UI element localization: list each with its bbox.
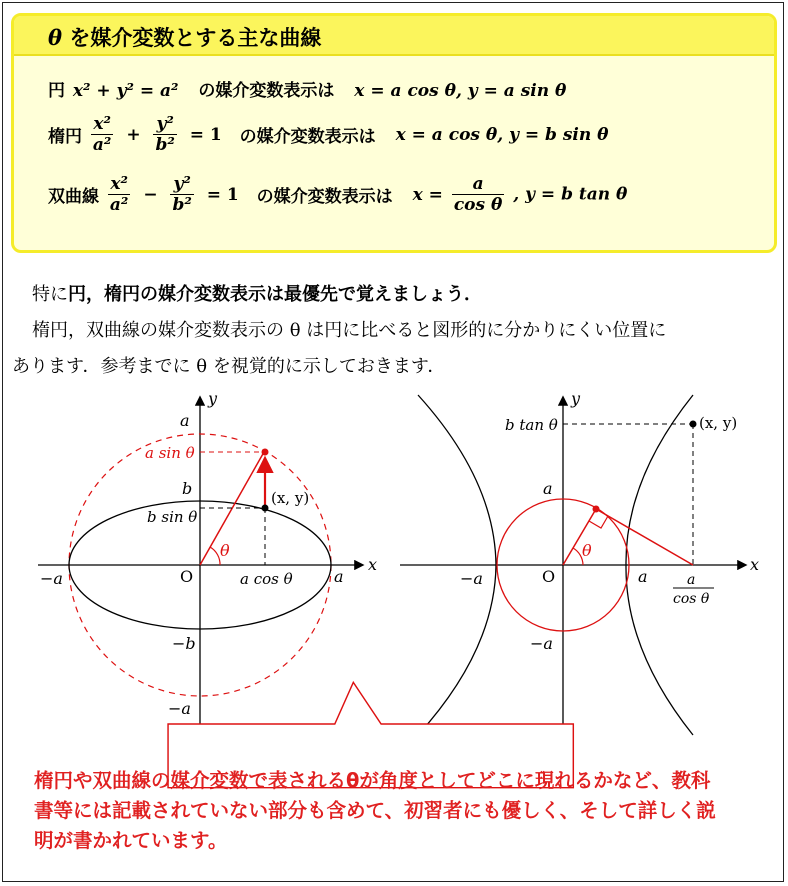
circle-point bbox=[593, 506, 600, 513]
row-hyperbola: 双曲線 $\frac{\text{x²}}{\text{a²}}$ − $\frac{\text{y²}}{\text{b²}}$ = 1 の媒介変数表示は x = $\frac{a}{\text{cos θ}}$ , y = b tan θ bbox=[48, 174, 628, 215]
svg-text:b: b bbox=[182, 479, 193, 498]
svg-text:O: O bbox=[180, 567, 194, 586]
svg-text:a: a bbox=[334, 567, 344, 586]
svg-text:b sin θ: b sin θ bbox=[147, 508, 198, 526]
row-ellipse: 楕円 $\frac{\text{x²}}{\text{a²}}$ + $\frac{\text{y²}}{\text{b²}}$ = 1 の媒介変数表示は x = a cos θ, y = b sin θ bbox=[48, 114, 609, 155]
summary-box bbox=[11, 13, 777, 253]
svg-text:θ: θ bbox=[220, 541, 230, 560]
svg-text:θ: θ bbox=[582, 541, 592, 560]
svg-text:−a: −a bbox=[460, 569, 483, 588]
svg-text:−a: −a bbox=[40, 569, 63, 588]
svg-text:a: a bbox=[638, 567, 648, 586]
summary-box-title: θ を媒介変数とする主な曲線 bbox=[48, 25, 322, 50]
ellipse-point bbox=[262, 505, 269, 512]
svg-text:a: a bbox=[543, 479, 553, 498]
paragraph-2-line-1: 楕円，双曲線の媒介変数表示の θ は円に比べると図形的に分かりにくい位置に bbox=[32, 320, 667, 341]
svg-text:cos θ: cos θ bbox=[673, 591, 710, 607]
svg-text:−a: −a bbox=[530, 634, 553, 653]
svg-text:a cos θ: a cos θ bbox=[240, 570, 293, 588]
right-angle-mark bbox=[589, 516, 608, 528]
svg-text:−a: −a bbox=[168, 699, 191, 718]
paragraph-1: 特に円，楕円の媒介変数表示は最優先で覚えましょう． bbox=[32, 284, 482, 305]
svg-text:b tan θ: b tan θ bbox=[505, 416, 558, 434]
x-axis-label: x bbox=[368, 555, 378, 574]
x-axis-label: x bbox=[750, 555, 760, 574]
svg-text:a sin θ: a sin θ bbox=[145, 444, 195, 462]
svg-text:−b: −b bbox=[172, 634, 196, 653]
svg-text:a: a bbox=[687, 572, 696, 588]
y-axis-label: y bbox=[208, 389, 218, 408]
svg-text:a: a bbox=[180, 411, 190, 430]
y-axis-label: y bbox=[571, 389, 581, 408]
row-circle: 円 x² + y² = a² の媒介変数表示は x = a cos θ, y = a sin θ bbox=[48, 81, 567, 101]
svg-text:(x, y): (x, y) bbox=[699, 414, 738, 432]
tangent-line bbox=[596, 509, 693, 565]
hyperbola-point bbox=[690, 421, 697, 428]
paragraph-2-line-2: あります．参考までに θ を視覚的に示しておきます． bbox=[12, 356, 446, 377]
svg-text:O: O bbox=[542, 567, 556, 586]
callout-text: 楕円や双曲線の媒介変数で表されるθが角度としてどこに現れるかなど、教科書等には記載されていない部分も含めて、初習者にも優しく、そして詳しく説明が書かれています。 bbox=[34, 769, 716, 852]
svg-text:(x, y): (x, y) bbox=[271, 489, 310, 507]
circle-point bbox=[262, 449, 269, 456]
